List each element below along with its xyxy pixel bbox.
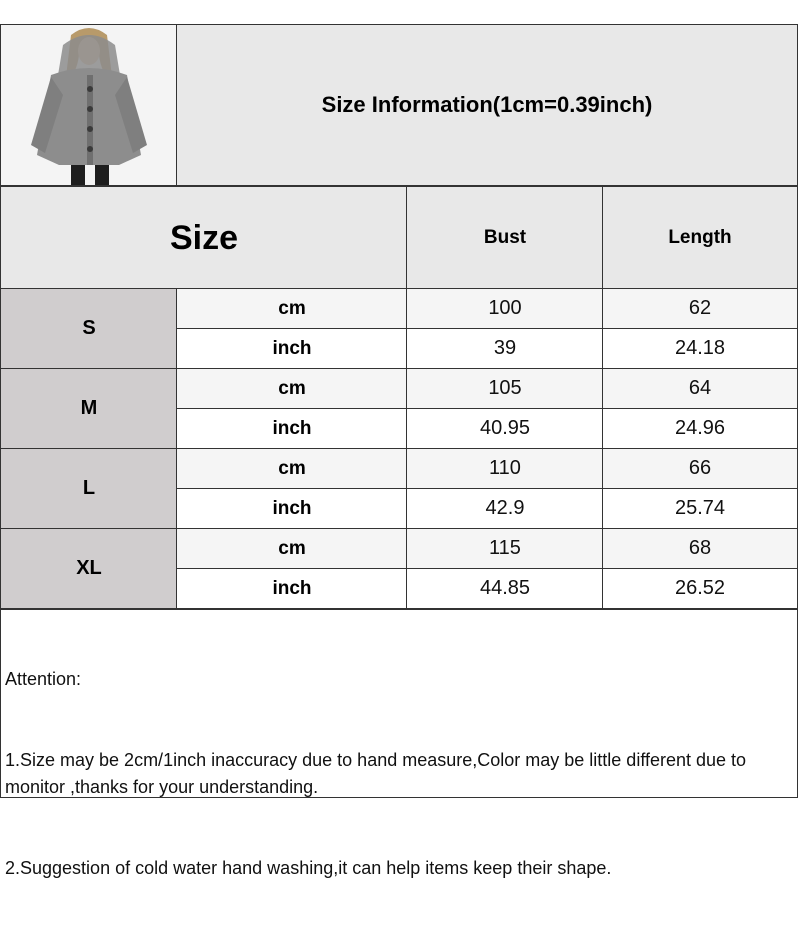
size-label: S	[82, 317, 96, 339]
page-title	[176, 24, 798, 186]
product-photo	[0, 24, 178, 186]
length-header-text: Length	[668, 227, 732, 248]
bust-value	[406, 448, 604, 489]
unit-label: cm	[278, 537, 306, 559]
value-text: 26.52	[674, 577, 726, 599]
length-value	[602, 528, 798, 569]
unit-label: inch	[272, 337, 312, 359]
value-text: 62	[688, 297, 712, 319]
bust-value	[406, 288, 604, 329]
unit-cell	[176, 568, 408, 609]
notes-line-2: 2.Suggestion of cold water hand washing,it can help items keep their shape.	[5, 858, 612, 878]
value-text: 24.96	[674, 417, 726, 439]
unit-label: cm	[278, 457, 306, 479]
attention-notes	[0, 609, 798, 878]
unit-cell	[176, 408, 408, 449]
value-text: 25.74	[674, 497, 726, 519]
notes-heading: Attention:	[5, 669, 82, 689]
unit-label: cm	[278, 297, 306, 319]
notes-line-1: 1.Size may be 2cm/1inch inaccuracy due to hand measure,Color may be little different due to monitor ,thanks for your understanding.	[5, 750, 752, 797]
bust-value	[406, 328, 604, 369]
value-text: 64	[688, 377, 712, 399]
size-label: M	[80, 397, 98, 419]
unit-cell	[176, 488, 408, 529]
value-text: 105	[488, 377, 522, 399]
value-text: 24.18	[674, 337, 726, 359]
length-value	[602, 368, 798, 409]
unit-label: cm	[278, 377, 306, 399]
unit-label: inch	[272, 497, 312, 519]
size-cell-s	[0, 288, 178, 369]
size-chart	[0, 24, 798, 878]
unit-label: inch	[272, 577, 312, 599]
length-value	[602, 328, 798, 369]
value-text: 39	[493, 337, 517, 359]
title-text: Size Information(1cm=0.39inch)	[321, 92, 653, 117]
bust-header-text: Bust	[483, 227, 527, 248]
value-text: 115	[489, 537, 521, 559]
length-value	[602, 448, 798, 489]
value-text: 68	[688, 537, 712, 559]
size-header-text: Size	[169, 218, 239, 257]
value-text: 110	[489, 457, 521, 479]
unit-cell	[176, 528, 408, 569]
bust-value	[406, 368, 604, 409]
cardigan-model-image	[1, 25, 177, 185]
unit-cell	[176, 448, 408, 489]
length-value	[602, 288, 798, 329]
unit-cell	[176, 368, 408, 409]
unit-cell	[176, 288, 408, 329]
value-text: 42.9	[485, 497, 525, 519]
bust-value	[406, 488, 604, 529]
size-cell-m	[0, 368, 178, 449]
size-label: L	[82, 477, 96, 499]
size-column-header	[0, 186, 408, 290]
value-text: 100	[488, 297, 522, 319]
length-column-header	[602, 186, 798, 290]
unit-label: inch	[272, 417, 312, 439]
value-text: 44.85	[479, 577, 531, 599]
length-value	[602, 408, 798, 449]
size-label: XL	[76, 557, 102, 579]
length-value	[602, 488, 798, 529]
unit-cell	[176, 328, 408, 369]
value-text: 40.95	[479, 417, 531, 439]
bust-value	[406, 528, 604, 569]
length-value	[602, 568, 798, 609]
bust-column-header	[406, 186, 604, 290]
size-cell-l	[0, 448, 178, 529]
size-cell-xl	[0, 528, 178, 609]
bust-value	[406, 408, 604, 449]
value-text: 66	[688, 457, 712, 479]
bust-value	[406, 568, 604, 609]
